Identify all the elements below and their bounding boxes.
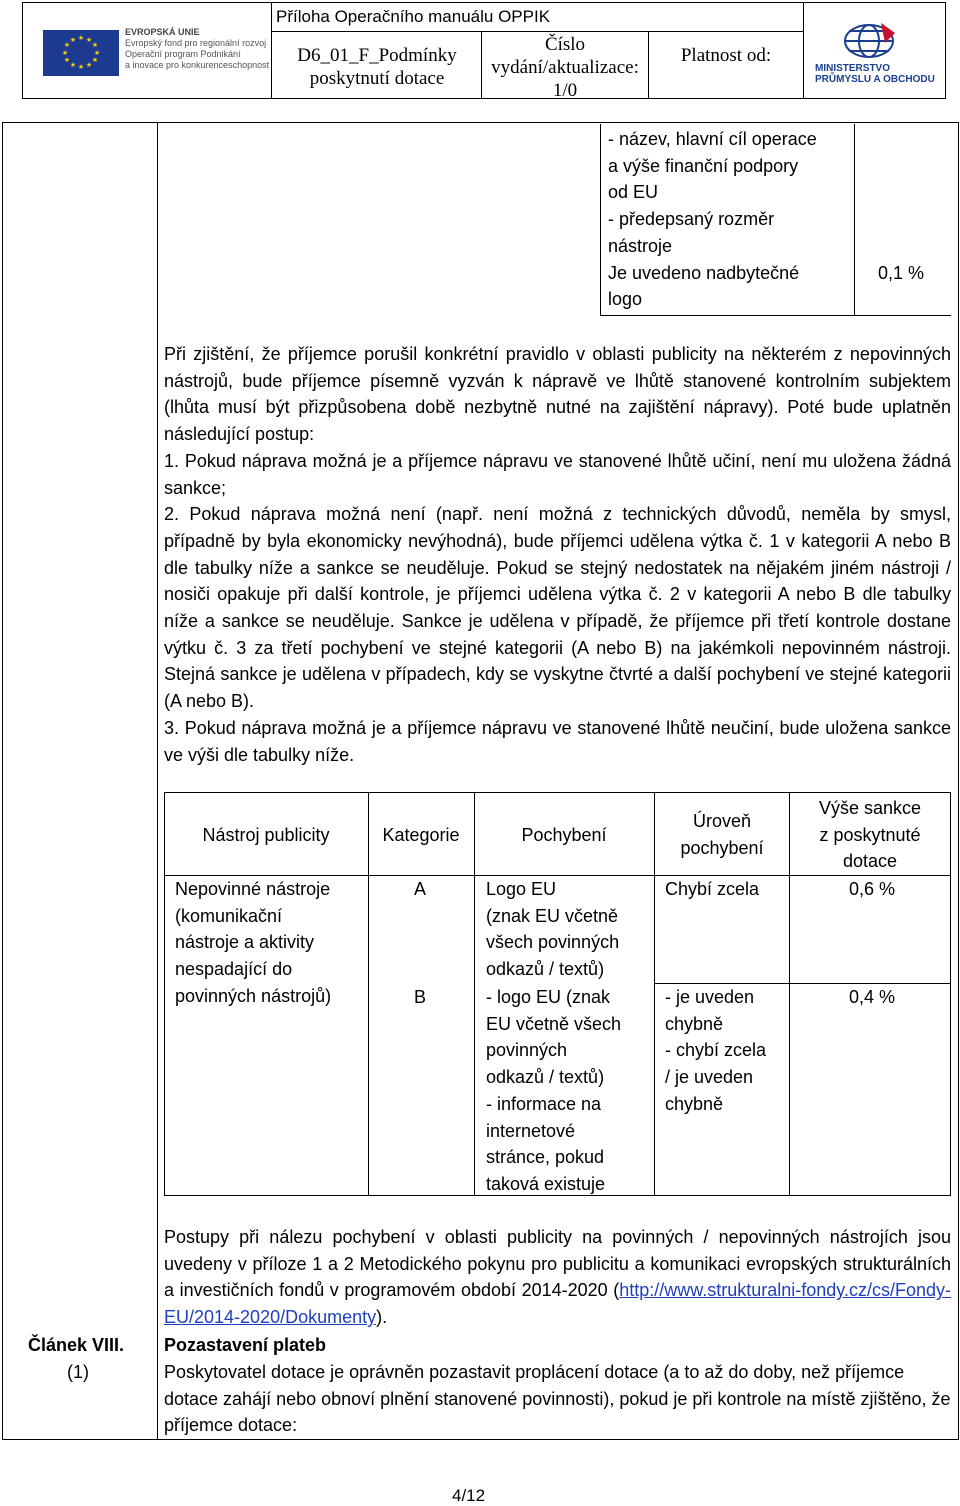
header-tool: Nástroj publicity <box>202 825 330 845</box>
issue-label: Číslo vydání/aktualizace: <box>491 34 639 78</box>
mpo-logo-line-2: PRŮMYSLU A OBCHODU <box>815 74 935 85</box>
level-line: - chybí zcela <box>665 1040 767 1061</box>
row-a-amount: 0,6 % <box>848 879 896 899</box>
error-line: povinných <box>486 1040 568 1061</box>
paragraph-item-1: 1. Pokud náprava možná je a příjemce nápravu ve stanovené lhůtě učiní, není mu uložena žádná sankce; <box>164 450 951 498</box>
left-column-divider <box>157 122 158 1440</box>
svg-text:★: ★ <box>63 41 71 49</box>
criteria-line: logo <box>608 289 643 310</box>
criteria-line: nástroje <box>608 235 673 256</box>
header-amount-line: dotace <box>842 851 898 872</box>
body-text <box>164 341 951 768</box>
svg-text:★: ★ <box>93 49 101 57</box>
paragraph-intro: Při zjištění, že příjemce porušil konkrétní pravidlo v oblasti publicity na některém z nepovinných nástrojů, bude příjemce písemně vyzván k nápravě ve lhůtě stanovené kontrolním subjektem (lhůta musí být přizpůsobena době nezbytně nutné na zajištění nápravy). Poté bude uplatněn následující postup: <box>164 344 951 445</box>
criteria-line: a výše finanční podpory <box>608 155 799 176</box>
error-line: Logo EU <box>486 879 557 899</box>
row-a-category: A <box>414 879 427 899</box>
criteria-line: od EU <box>608 182 659 203</box>
mpo-logo <box>815 19 935 85</box>
mpo-globe-icon <box>837 19 897 59</box>
svg-text:★: ★ <box>91 56 99 64</box>
level-line: chybně <box>665 1013 724 1034</box>
level-line: / je uveden <box>665 1067 754 1088</box>
error-line: taková existuje <box>486 1173 606 1194</box>
level-line: chybně <box>665 1093 724 1114</box>
tool-line: nástroje a aktivity <box>175 932 315 953</box>
issue-value: 1/0 <box>552 80 578 101</box>
header-amount <box>790 795 950 875</box>
criteria-line: Je uvedeno nadbytečné <box>608 262 800 283</box>
row-b-error <box>486 984 651 1198</box>
methodology-end: ). <box>376 1307 388 1328</box>
error-line: - informace na <box>486 1093 602 1114</box>
eu-flag-icon <box>43 30 119 76</box>
paragraph-item-3: 3. Pokud náprava možná je a příjemce nápravu ve stanovené lhůtě neučiní, bude uložena sankce ve výši dle tabulky níže. <box>164 717 951 765</box>
tool-line: Nepovinné nástroje <box>175 879 331 899</box>
row-a-level: Chybí zcela <box>665 879 760 899</box>
eu-logo-line-4: a inovace pro konkurenceschopnost <box>125 60 270 70</box>
criteria-cell <box>608 126 848 313</box>
svg-text:★: ★ <box>85 36 93 44</box>
header-level-line: Úroveň <box>692 811 752 831</box>
methodology-text: Postupy při nálezu pochybení v oblasti publicity na povinných / nepovinných nástrojích jsou uvedeny v příloze 1 a 2 Metodického pokynu pro publicitu a komunikaci evropských strukturálních a investičních fondů v programovém období 2014-2020 ( <box>164 1227 951 1301</box>
svg-text:★: ★ <box>77 63 85 71</box>
error-line: (znak EU včetně <box>486 905 619 926</box>
svg-text:★: ★ <box>61 49 69 57</box>
clause-text: Poskytovatel dotace je oprávněn pozastavit proplácení dotace (a to až do doby, než příjemce dotace zahájí nebo obnoví plnění stanovené povinnosti), pokud je při kontrole na místě zjištěno, že příjemce dotace: <box>164 1362 951 1436</box>
svg-text:★: ★ <box>63 56 71 64</box>
eu-logo-line-3: Operační program Podnikání <box>125 49 241 59</box>
error-line: internetové <box>486 1120 576 1141</box>
header-amount-line: Výše sankce <box>818 798 922 818</box>
error-line: všech povinných <box>486 932 620 953</box>
svg-text:★: ★ <box>69 61 77 69</box>
eu-logo-line-1: EVROPSKÁ UNIE <box>125 27 200 37</box>
error-line: stránce, pokud <box>486 1147 605 1168</box>
header-level <box>655 808 789 861</box>
eu-logo-line-2: Evropský fond pro regionální rozvoj <box>125 38 267 48</box>
error-line: odkazů / textů) <box>486 1067 605 1088</box>
header-level-line: pochybení <box>680 837 764 858</box>
paragraph-item-2: 2. Pokud náprava možná není (např. není možná z technických důvodů, neměla by smysl, případně by byla ekonomicky nevýhodná), bude příjemci udělena výtka č. 1 v kategorii A nebo B dle tabulky níže a sankce se neuděluje. Pokud se stejný nedostatek na nějakém jiném nástroji / nosiči opakuje při další kontrole, je příjemci udělena výtka č. 2 v kategorii A nebo B dle tabulky níže a sankce se neuděluje. Sankce je udělena v případě, že příjemce při třetí kontrole dostane výtku č. 3 za třetí pochybení ve stejné kategorii (A nebo B) na jakémkoli nepovinném nástroji. Stejná sankce je udělena v případech, kdy se vyskytne čtvrté a další pochybení ve stejné kategorii (A nebo B). <box>164 504 951 712</box>
page-number: 4/12 <box>452 1486 486 1505</box>
error-line: EU včetně všech <box>486 1013 622 1034</box>
tool-cell <box>175 876 365 1010</box>
header-error: Pochybení <box>521 825 607 845</box>
svg-text:★: ★ <box>85 61 93 69</box>
svg-text:★: ★ <box>77 34 85 42</box>
tool-line: nespadající do <box>175 959 293 980</box>
header-category: Kategorie <box>382 825 460 845</box>
row-b-category: B <box>414 987 427 1007</box>
criteria-line: - název, hlavní cíl operace <box>608 129 817 149</box>
error-line: odkazů / textů) <box>486 959 605 980</box>
document-header <box>22 2 946 99</box>
row-b-level <box>665 984 790 1118</box>
header-amount-line: z poskytnuté <box>819 824 921 845</box>
error-line: - logo EU (znak <box>486 987 611 1007</box>
row-b-amount: 0,4 % <box>848 987 896 1007</box>
row-a-error <box>486 876 651 983</box>
article-label: Článek VIII. <box>28 1335 125 1355</box>
level-line: - je uveden <box>665 987 755 1007</box>
svg-text:★: ★ <box>91 41 99 49</box>
document-code: D6_01_F_Podmínky poskytnutí dotace <box>297 45 457 89</box>
article-title: Pozastavení plateb <box>164 1335 327 1355</box>
annex-title: Příloha Operačního manuálu OPPIK <box>276 7 551 26</box>
mpo-logo-line-1: MINISTERSTVO <box>815 63 891 74</box>
clause-number: (1) <box>67 1362 89 1382</box>
validity-label: Platnost od: <box>680 45 772 66</box>
eu-logo <box>43 27 283 79</box>
tool-line: (komunikační <box>175 905 283 926</box>
criteria-line: - předepsaný rozměr <box>608 209 775 230</box>
methodology-reference <box>164 1224 951 1331</box>
tool-line: povinných nástrojů) <box>175 985 332 1006</box>
methodology-link[interactable]: http://www.strukturalni-fondy.cz/cs/Fondy-EU/2014-2020/Dokumenty <box>164 1280 951 1328</box>
svg-text:★: ★ <box>69 36 77 44</box>
criteria-value: 0,1 % <box>878 263 925 283</box>
